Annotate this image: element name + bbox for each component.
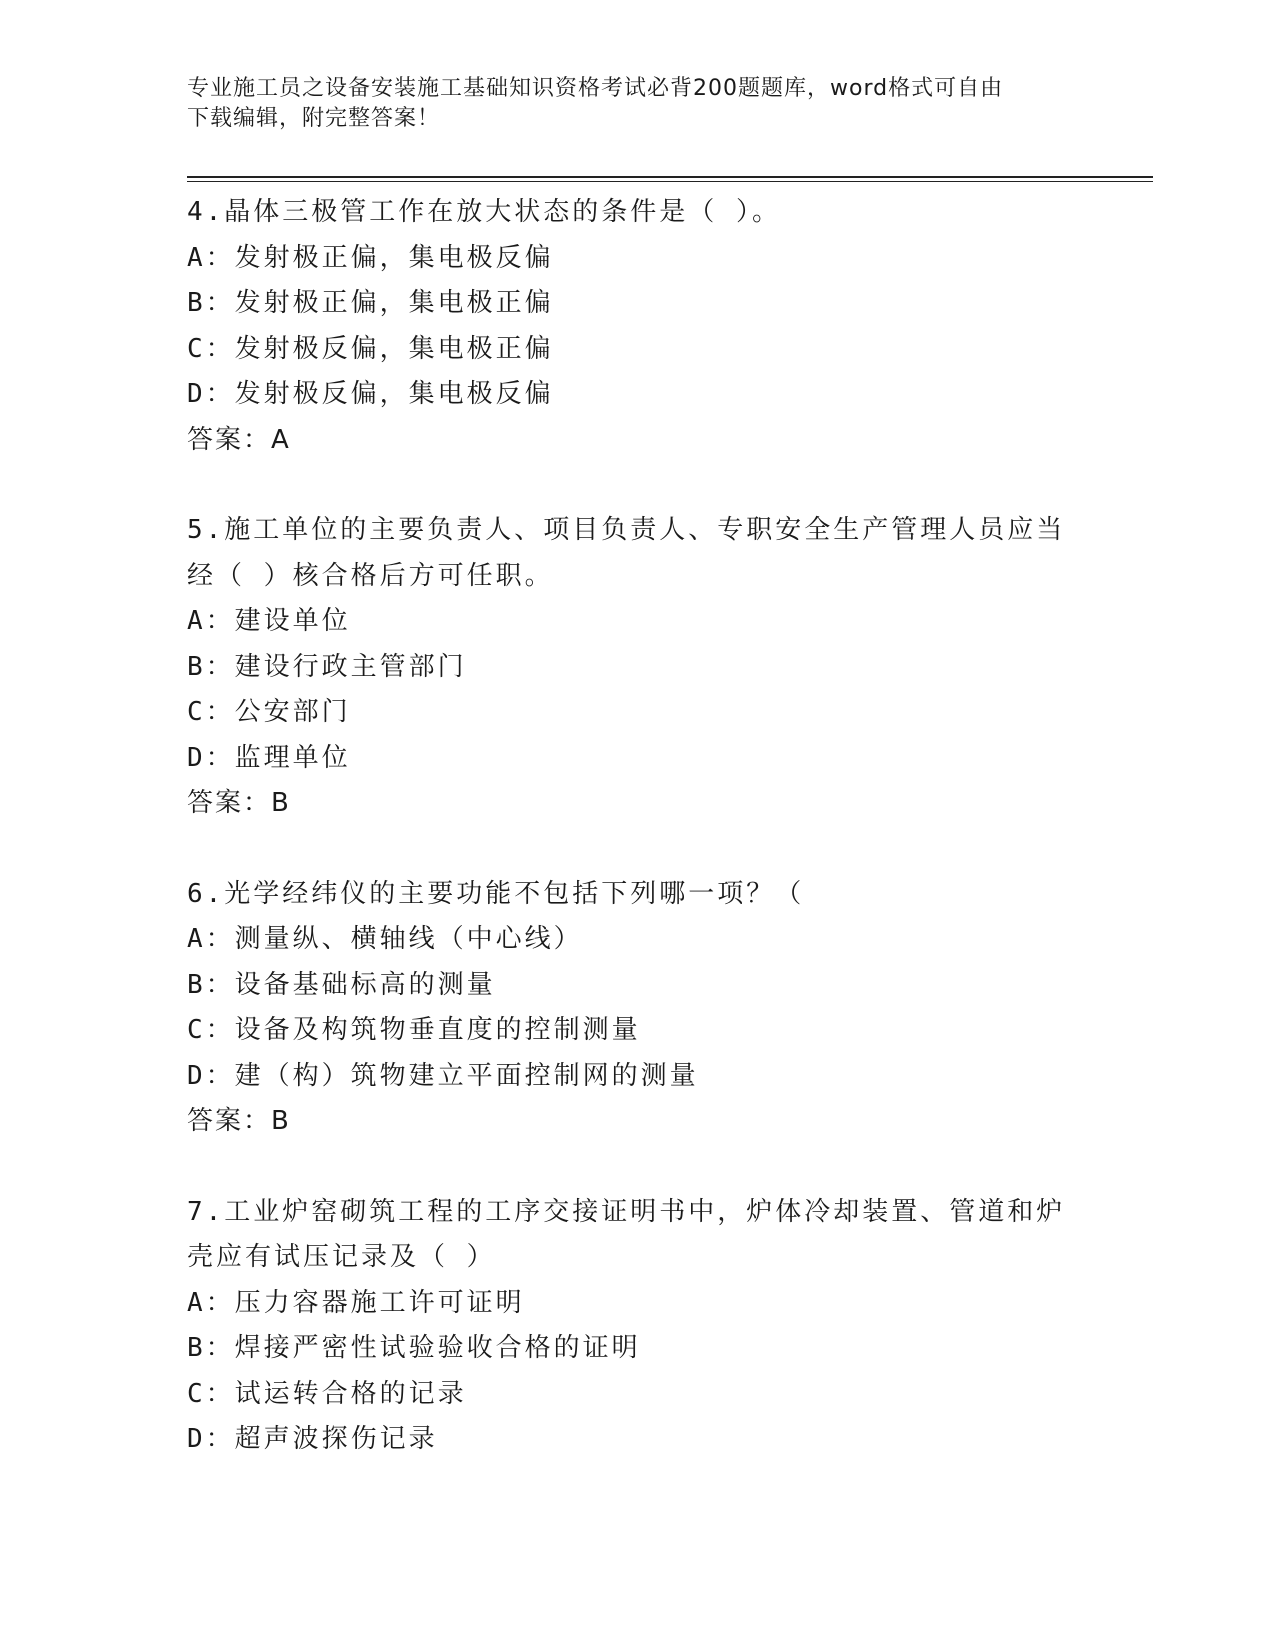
question-stem: 5.施工单位的主要负责人、项目负责人、专职安全生产管理人员应当 — [187, 515, 1066, 545]
question-stem: 6.光学经纬仪的主要功能不包括下列哪一项？（ — [187, 878, 805, 909]
option-a: A：发射极正偏，集电极反偏 — [187, 242, 554, 273]
question-4 — [187, 190, 1067, 463]
option-b: B：焊接严密性试验验收合格的证明 — [187, 1333, 641, 1363]
question-stem: 7.工业炉窑砌筑工程的工序交接证明书中，炉体冷却装置、管道和炉 — [187, 1196, 1066, 1227]
question-stem-continued: 经（ ）核合格后方可任职。 — [187, 560, 554, 591]
document-header — [187, 74, 1067, 134]
question-list — [187, 190, 1067, 1463]
option-d: D：超声波探伤记录 — [187, 1424, 438, 1454]
header-divider-thin — [187, 181, 1153, 182]
option-c: C：公安部门 — [187, 697, 351, 727]
answer-label: 答案：B — [187, 788, 291, 818]
option-b: B：建设行政主管部门 — [187, 651, 467, 682]
header-line-2: 下载编辑，附完整答案！ — [187, 106, 441, 131]
option-b: B：设备基础标高的测量 — [187, 969, 496, 1000]
option-c: C：发射极反偏，集电极正偏 — [187, 333, 554, 364]
option-c: C：试运转合格的记录 — [187, 1378, 467, 1409]
header-divider-thick — [187, 176, 1153, 178]
header-line-1: 专业施工员之设备安装施工基础知识资格考试必背200题题库，word格式可自由 — [187, 76, 1004, 101]
question-stem: 4.晶体三极管工作在放大状态的条件是（ ）。 — [187, 197, 781, 227]
option-d: D：发射极反偏，集电极反偏 — [187, 379, 554, 409]
option-a: A：测量纵、横轴线（中心线） — [187, 924, 583, 954]
option-b: B：发射极正偏，集电极正偏 — [187, 288, 554, 318]
question-5 — [187, 508, 1067, 827]
question-7 — [187, 1190, 1067, 1463]
answer-label: 答案：B — [187, 1106, 291, 1136]
option-a: A：建设单位 — [187, 606, 351, 636]
option-c: C：设备及构筑物垂直度的控制测量 — [187, 1015, 641, 1045]
question-6 — [187, 872, 1067, 1145]
option-d: D：监理单位 — [187, 742, 351, 773]
option-d: D：建（构）筑物建立平面控制网的测量 — [187, 1060, 699, 1091]
answer-label: 答案：A — [187, 424, 291, 455]
question-stem-continued: 壳应有试压记录及（ ） — [187, 1242, 496, 1272]
option-a: A：压力容器施工许可证明 — [187, 1287, 525, 1318]
